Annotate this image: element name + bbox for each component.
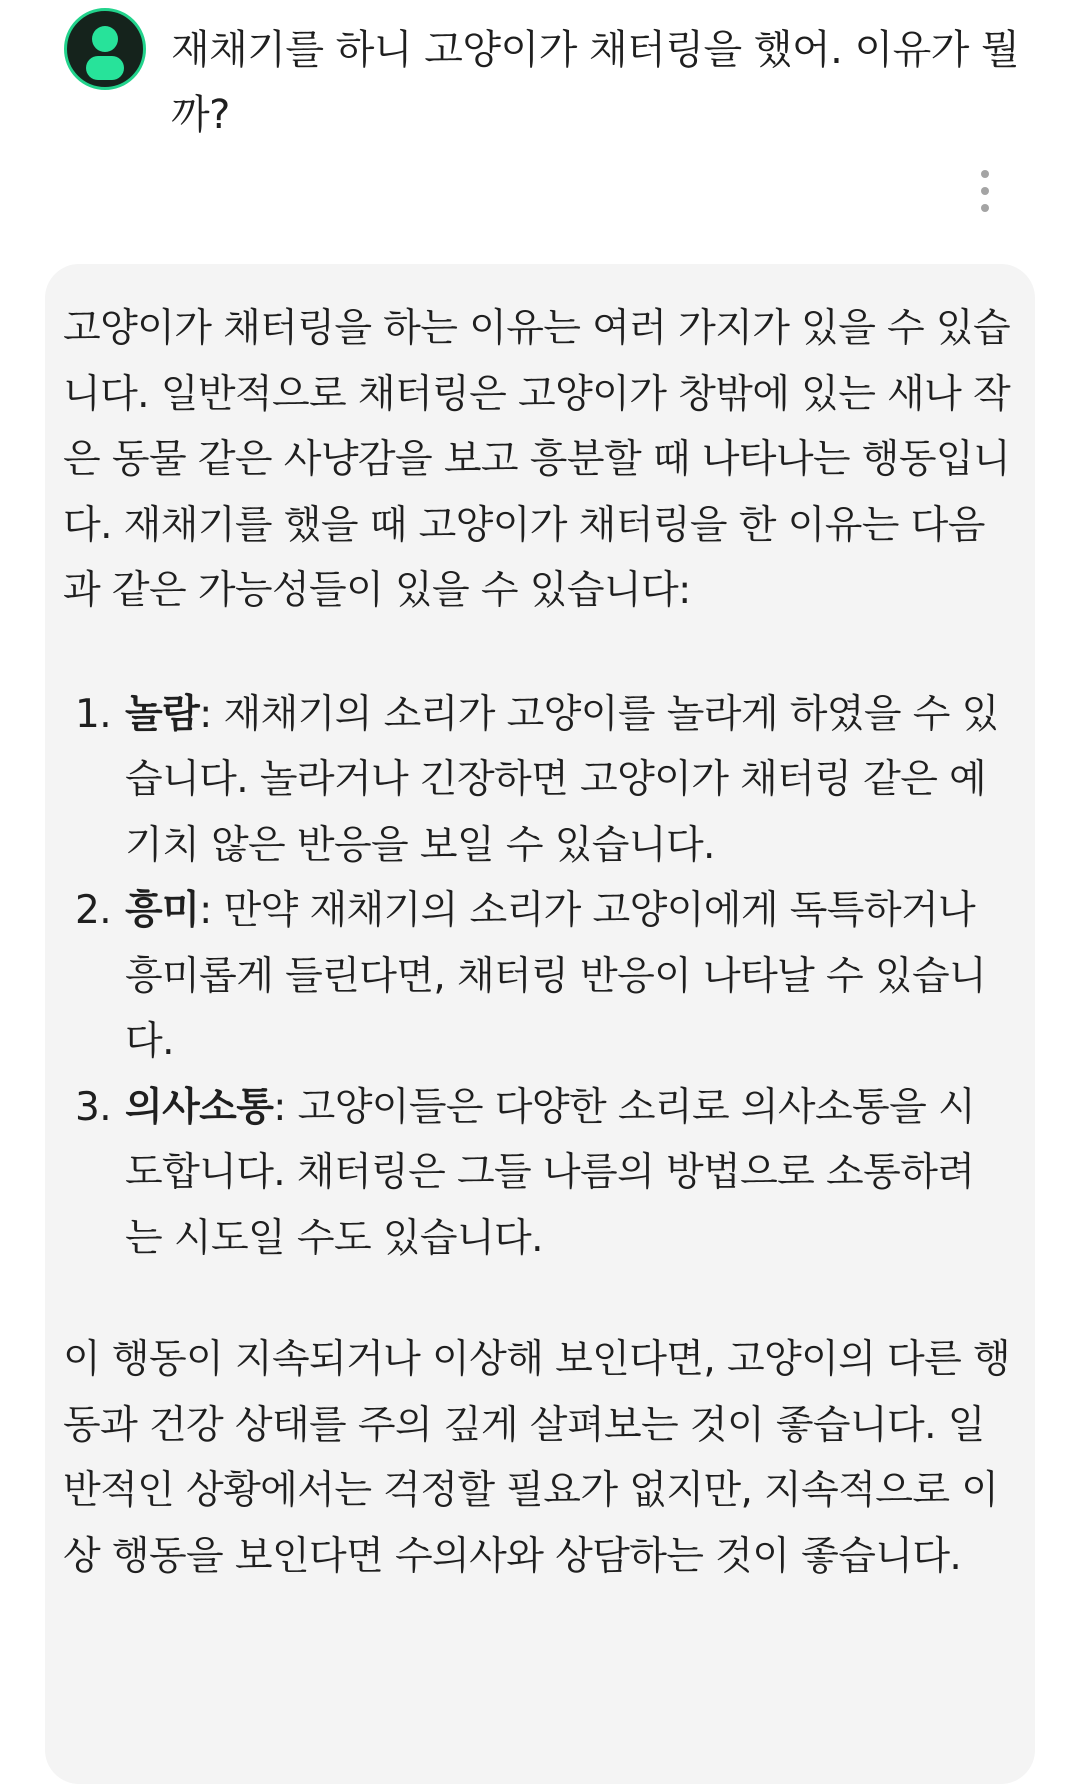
- reason-title: 의사소통: [125, 1084, 274, 1130]
- assistant-answer: [45, 264, 1035, 1784]
- menu-dot: [981, 204, 989, 212]
- menu-dot: [981, 170, 989, 178]
- reason-text: : 고양이들은 다양한 소리로 의사소통을 시도합니다. 채터링은 그들 나름의 방법으로 소통하려는 시도일 수도 있습니다.: [125, 1084, 976, 1261]
- reason-body: [125, 1075, 1005, 1272]
- avatar-body-shape: [86, 56, 124, 80]
- reason-text: : 재채기의 소리가 고양이를 놀라게 하였을 수 있습니다. 놀라거나 긴장하면 고양이가 채터링 같은 예기치 않은 반응을 보일 수 있습니다.: [125, 691, 999, 868]
- reason-title: 놀람: [125, 691, 200, 737]
- more-options-icon[interactable]: [972, 170, 998, 212]
- user-message: [64, 8, 1024, 148]
- reason-item: [63, 682, 1015, 879]
- reason-number: 3.: [74, 1084, 111, 1130]
- reason-number: 1.: [74, 691, 111, 737]
- reason-item: [63, 878, 1015, 1075]
- user-question-text: 재채기를 하니 고양이가 채터링을 했어. 이유가 뭘까?: [171, 27, 1020, 138]
- answer-conclusion: 이 행동이 지속되거나 이상해 보인다면, 고양이의 다른 행동과 건강 상태를 주의 깊게 살펴보는 것이 좋습니다. 일반적인 상황에서는 걱정할 필요가 없지만, 지속적으로 이상 행동을 보인다면 수의사와 상담하는 것이 좋습니다.: [63, 1337, 1011, 1579]
- avatar-head-shape: [92, 26, 118, 52]
- menu-dot: [981, 187, 989, 195]
- reason-body: [125, 682, 1005, 879]
- reason-text: : 만약 재채기의 소리가 고양이에게 독특하거나 흥미롭게 들린다면, 채터링 반응이 나타날 수 있습니다.: [125, 888, 987, 1064]
- reason-item: [63, 1075, 1015, 1272]
- answer-intro: 고양이가 채터링을 하는 이유는 여러 가지가 있을 수 있습니다. 일반적으로 채터링은 고양이가 창밖에 있는 새나 작은 동물 같은 사냥감을 보고 흥분할 때 나타나는 행동입니다. 재채기를 했을 때 고양이가 채터링을 한 이유는 다음과 같은 가능성들이 있을 수 있습니다:: [63, 306, 1011, 613]
- reason-title: 흥미: [125, 888, 200, 933]
- reason-list: [63, 682, 1015, 1272]
- reason-body: [125, 878, 1005, 1075]
- reason-number: 2.: [74, 888, 111, 933]
- user-avatar-icon[interactable]: [64, 8, 146, 90]
